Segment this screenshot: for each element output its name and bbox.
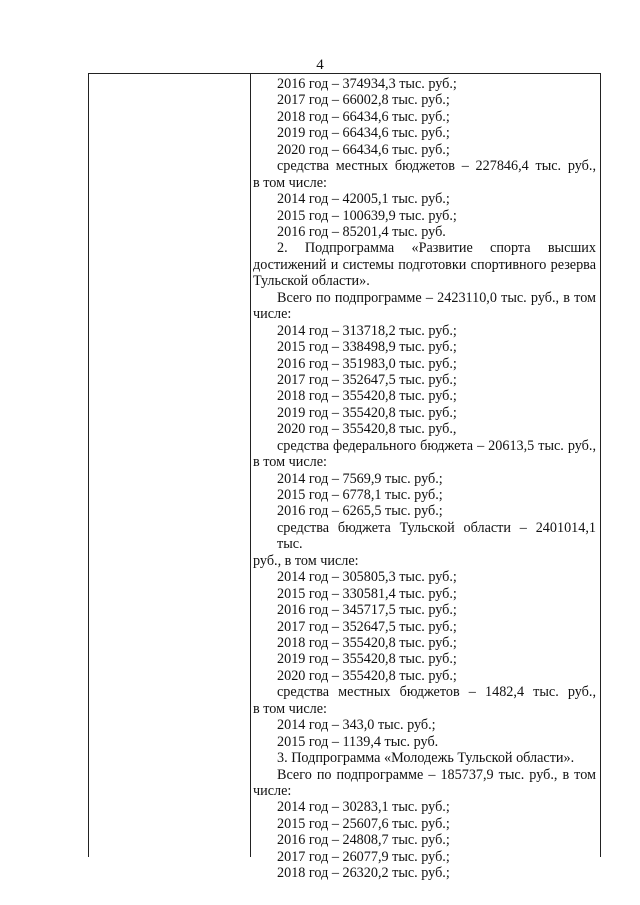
text-line: 2015 год – 1139,4 тыс. руб. bbox=[277, 733, 439, 750]
text-line: 2015 год – 100639,9 тыс. руб.; bbox=[277, 207, 457, 224]
text-line: Тульской области». bbox=[253, 273, 370, 290]
text-line: 2. Подпрограмма «Развитие спорта высших bbox=[277, 240, 596, 257]
text-line: Всего по подпрограмме – 2423110,0 тыс. руб., в том bbox=[277, 289, 596, 306]
text-line: средства местных бюджетов – 227846,4 тыс. руб., bbox=[277, 158, 596, 175]
text-line: 2015 год – 330581,4 тыс. руб.; bbox=[277, 585, 457, 602]
text-line: 2014 год – 313718,2 тыс. руб.; bbox=[277, 322, 457, 339]
text-line: числе: bbox=[253, 306, 292, 323]
text-line: 2016 год – 345717,5 тыс. руб.; bbox=[277, 602, 457, 619]
text-line: 2017 год – 66002,8 тыс. руб.; bbox=[277, 92, 450, 109]
table-right-cell-content bbox=[253, 76, 596, 882]
text-line: в том числе: bbox=[253, 700, 327, 717]
text-line: 2014 год – 30283,1 тыс. руб.; bbox=[277, 799, 450, 816]
text-line: 2019 год – 66434,6 тыс. руб.; bbox=[277, 125, 450, 142]
text-line: 2020 год – 355420,8 тыс. руб.; bbox=[277, 667, 457, 684]
text-line: 2016 год – 85201,4 тыс. руб. bbox=[277, 223, 446, 240]
text-line: достижений и системы подготовки спортивного резерва bbox=[253, 256, 596, 273]
text-line: 2014 год – 42005,1 тыс. руб.; bbox=[277, 191, 450, 208]
text-line: 2018 год – 26320,2 тыс. руб.; bbox=[277, 865, 450, 882]
text-line: 3. Подпрограмма «Молодежь Тульской области». bbox=[277, 750, 575, 767]
text-line: 2014 год – 343,0 тыс. руб.; bbox=[277, 717, 436, 734]
text-line: 2020 год – 66434,6 тыс. руб.; bbox=[277, 141, 450, 158]
text-line: 2020 год – 355420,8 тыс. руб., bbox=[277, 421, 457, 438]
text-line: 2019 год – 355420,8 тыс. руб.; bbox=[277, 651, 457, 668]
text-line: 2015 год – 6778,1 тыс. руб.; bbox=[277, 487, 443, 504]
text-line: средства федерального бюджета – 20613,5 тыс. руб., bbox=[277, 437, 596, 454]
text-line: 2015 год – 25607,6 тыс. руб.; bbox=[277, 815, 450, 832]
text-line: 2018 год – 355420,8 тыс. руб.; bbox=[277, 388, 457, 405]
text-line: 2014 год – 7569,9 тыс. руб.; bbox=[277, 470, 443, 487]
text-line: 2017 год – 352647,5 тыс. руб.; bbox=[277, 371, 457, 388]
text-line: 2016 год – 374934,3 тыс. руб.; bbox=[277, 76, 457, 92]
text-line: 2015 год – 338498,9 тыс. руб.; bbox=[277, 339, 457, 356]
text-line: 2016 год – 24808,7 тыс. руб.; bbox=[277, 832, 450, 849]
text-line: в том числе: bbox=[253, 174, 327, 191]
text-line: 2016 год – 6265,5 тыс. руб.; bbox=[277, 503, 443, 520]
text-line: 2017 год – 26077,9 тыс. руб.; bbox=[277, 848, 450, 865]
text-line: 2016 год – 351983,0 тыс. руб.; bbox=[277, 355, 457, 372]
column-divider bbox=[250, 73, 251, 857]
page-number: 4 bbox=[316, 57, 324, 73]
text-line: Всего по подпрограмме – 185737,9 тыс. руб., в том bbox=[277, 766, 596, 783]
text-line: средства бюджета Тульской области – 2401014,1 тыс. bbox=[277, 519, 596, 553]
text-line: 2018 год – 66434,6 тыс. руб.; bbox=[277, 108, 450, 125]
text-line: 2018 год – 355420,8 тыс. руб.; bbox=[277, 634, 457, 651]
text-line: 2019 год – 355420,8 тыс. руб.; bbox=[277, 404, 457, 421]
text-line: 2014 год – 305805,3 тыс. руб.; bbox=[277, 569, 457, 586]
text-line: 2017 год – 352647,5 тыс. руб.; bbox=[277, 618, 457, 635]
text-line: руб., в том числе: bbox=[253, 552, 359, 569]
text-line: числе: bbox=[253, 782, 292, 799]
text-line: в том числе: bbox=[253, 454, 327, 471]
text-line: средства местных бюджетов – 1482,4 тыс. руб., bbox=[277, 684, 596, 701]
